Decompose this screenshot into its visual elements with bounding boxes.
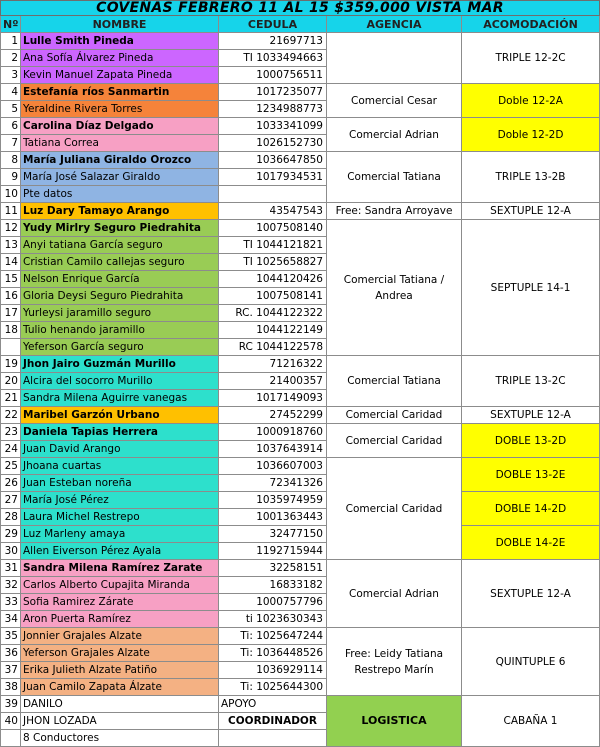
header-agencia: AGENCIA (327, 16, 462, 33)
person-id (219, 730, 327, 747)
person-id: 1017149093 (219, 390, 327, 407)
person-name: 8 Conductores (21, 730, 219, 747)
row-number (1, 339, 21, 356)
person-id: 1026152730 (219, 135, 327, 152)
header-nombre: NOMBRE (21, 16, 219, 33)
person-id: 1000918760 (219, 424, 327, 441)
agency-cell: Comercial Caridad (327, 458, 462, 560)
person-name: Yeferson García seguro (21, 339, 219, 356)
room-cell: DOBLE 14-2E (462, 526, 600, 560)
person-id: 1007508141 (219, 288, 327, 305)
person-id: Ti: 1025644300 (219, 679, 327, 696)
person-id: 1036607003 (219, 458, 327, 475)
person-id: 27452299 (219, 407, 327, 424)
row-number: 38 (1, 679, 21, 696)
person-name: Sofia Ramirez Zárate (21, 594, 219, 611)
row-number (1, 730, 21, 747)
row-number: 7 (1, 135, 21, 152)
row-number: 37 (1, 662, 21, 679)
person-name: María Juliana Giraldo Orozco (21, 152, 219, 169)
agency-cell: LOGISTICA (327, 696, 462, 747)
person-name: Alcira del socorro Murillo (21, 373, 219, 390)
person-name: Nelson Enrique García (21, 271, 219, 288)
row-number: 25 (1, 458, 21, 475)
person-id: Ti: 1025647244 (219, 628, 327, 645)
person-id: 1017934531 (219, 169, 327, 186)
person-id: 1000756511 (219, 67, 327, 84)
row-number: 16 (1, 288, 21, 305)
room-cell: DOBLE 13-2D (462, 424, 600, 458)
person-id: 1000757796 (219, 594, 327, 611)
row-number: 32 (1, 577, 21, 594)
person-id: 32477150 (219, 526, 327, 543)
row-number: 31 (1, 560, 21, 577)
row-number: 21 (1, 390, 21, 407)
row-number: 4 (1, 84, 21, 101)
header-acomodacion: ACOMODACIÓN (462, 16, 600, 33)
person-id: RC 1044122578 (219, 339, 327, 356)
roster-body (1, 1, 600, 747)
table-row (1, 84, 600, 101)
table-row (1, 203, 600, 220)
room-cell: CABAÑA 1 (462, 696, 600, 747)
row-number: 33 (1, 594, 21, 611)
row-number: 28 (1, 509, 21, 526)
row-number: 19 (1, 356, 21, 373)
person-id: 21697713 (219, 33, 327, 50)
agency-cell: Free: Leidy Tatiana Restrepo Marín (327, 628, 462, 696)
row-number: 12 (1, 220, 21, 237)
row-number: 13 (1, 237, 21, 254)
person-id: 1001363443 (219, 509, 327, 526)
person-id: 1044120426 (219, 271, 327, 288)
person-name: Juan David Arango (21, 441, 219, 458)
room-cell: SEXTUPLE 12-A (462, 560, 600, 628)
header-cedula: CEDULA (219, 16, 327, 33)
person-name: Jhon Jairo Guzmán Murillo (21, 356, 219, 373)
table-row (1, 424, 600, 441)
person-name: Yurleysi jaramillo seguro (21, 305, 219, 322)
room-cell: TRIPLE 13-2C (462, 356, 600, 407)
person-name: Tulio henando jaramillo (21, 322, 219, 339)
table-row (1, 526, 600, 543)
row-number: 34 (1, 611, 21, 628)
row-number: 9 (1, 169, 21, 186)
room-cell: DOBLE 13-2E (462, 458, 600, 492)
row-number: 5 (1, 101, 21, 118)
room-cell: SEPTUPLE 14-1 (462, 220, 600, 356)
table-row (1, 628, 600, 645)
person-name: Erika Julieth Alzate Patiño (21, 662, 219, 679)
person-name: Lulle Smith Pineda (21, 33, 219, 50)
agency-cell: Comercial Caridad (327, 424, 462, 458)
person-name: Estefanía ríos Sanmartin (21, 84, 219, 101)
row-number: 10 (1, 186, 21, 203)
room-cell: Doble 12-2A (462, 84, 600, 118)
row-number: 30 (1, 543, 21, 560)
room-cell: QUINTUPLE 6 (462, 628, 600, 696)
table-row (1, 33, 600, 50)
row-number: 6 (1, 118, 21, 135)
person-name: María José Salazar Giraldo (21, 169, 219, 186)
row-number: 3 (1, 67, 21, 84)
person-name: Yeferson Grajales Alzate (21, 645, 219, 662)
person-id: 1234988773 (219, 101, 327, 118)
room-cell: DOBLE 14-2D (462, 492, 600, 526)
person-id: COORDINADOR (219, 713, 327, 730)
row-number: 15 (1, 271, 21, 288)
table-row (1, 407, 600, 424)
person-id: APOYO (219, 696, 327, 713)
agency-cell: Comercial Cesar (327, 84, 462, 118)
person-name: Gloria Deysi Seguro Piedrahita (21, 288, 219, 305)
row-number: 36 (1, 645, 21, 662)
agency-cell: Free: Sandra Arroyave (327, 203, 462, 220)
row-number: 35 (1, 628, 21, 645)
row-number: 20 (1, 373, 21, 390)
header-no: Nº (1, 16, 21, 33)
person-id: 72341326 (219, 475, 327, 492)
person-id: 1037643914 (219, 441, 327, 458)
agency-cell: Comercial Adrian (327, 560, 462, 628)
agency-cell: Comercial Tatiana (327, 152, 462, 203)
person-name: Carlos Alberto Cupajita Miranda (21, 577, 219, 594)
header-row (1, 16, 600, 33)
person-id: 1035974959 (219, 492, 327, 509)
person-name: Aron Puerta Ramírez (21, 611, 219, 628)
table-row (1, 356, 600, 373)
room-cell: TRIPLE 12-2C (462, 33, 600, 84)
person-name: Yudy Mirlry Seguro Piedrahita (21, 220, 219, 237)
person-name: Carolina Díaz Delgado (21, 118, 219, 135)
person-id: 43547543 (219, 203, 327, 220)
row-number: 24 (1, 441, 21, 458)
agency-cell: Comercial Caridad (327, 407, 462, 424)
sheet-title: COVEÑAS FEBRERO 11 AL 15 $359.000 VISTA MAR (1, 1, 600, 16)
row-number: 22 (1, 407, 21, 424)
person-name: Anyi tatiana García seguro (21, 237, 219, 254)
person-id: 16833182 (219, 577, 327, 594)
person-name: Allen Eiverson Pérez Ayala (21, 543, 219, 560)
agency-cell: Comercial Tatiana / Andrea (327, 220, 462, 356)
person-name: Luz Dary Tamayo Arango (21, 203, 219, 220)
row-number: 11 (1, 203, 21, 220)
row-number: 17 (1, 305, 21, 322)
table-row (1, 696, 600, 713)
person-id: 21400357 (219, 373, 327, 390)
person-name: JHON LOZADA (21, 713, 219, 730)
person-id: TI 1033494663 (219, 50, 327, 67)
row-number: 39 (1, 696, 21, 713)
person-name: Sandra Milena Aguirre vanegas (21, 390, 219, 407)
table-row (1, 152, 600, 169)
row-number: 40 (1, 713, 21, 730)
row-number: 18 (1, 322, 21, 339)
room-cell: SEXTUPLE 12-A (462, 203, 600, 220)
table-row (1, 118, 600, 135)
row-number: 23 (1, 424, 21, 441)
row-number: 14 (1, 254, 21, 271)
row-number: 29 (1, 526, 21, 543)
person-id: Ti: 1036448526 (219, 645, 327, 662)
person-name: Juan Camilo Zapata Álzate (21, 679, 219, 696)
agency-cell: Comercial Adrian (327, 118, 462, 152)
person-name: Maribel Garzón Urbano (21, 407, 219, 424)
person-name: DANILO (21, 696, 219, 713)
title-row (1, 1, 600, 16)
table-row (1, 492, 600, 509)
room-cell: Doble 12-2D (462, 118, 600, 152)
room-cell: TRIPLE 13-2B (462, 152, 600, 203)
person-id: 1192715944 (219, 543, 327, 560)
person-name: Tatiana Correa (21, 135, 219, 152)
person-name: Jhoana cuartas (21, 458, 219, 475)
person-name: Laura Michel Restrepo (21, 509, 219, 526)
row-number: 27 (1, 492, 21, 509)
person-id: 1044122149 (219, 322, 327, 339)
person-id: TI 1044121821 (219, 237, 327, 254)
row-number: 8 (1, 152, 21, 169)
person-id: 1007508140 (219, 220, 327, 237)
person-name: Pte datos (21, 186, 219, 203)
person-id: 1036647850 (219, 152, 327, 169)
person-id: 1033341099 (219, 118, 327, 135)
person-id: ti 1023630343 (219, 611, 327, 628)
person-id: 1036929114 (219, 662, 327, 679)
person-id: RC. 1044122322 (219, 305, 327, 322)
person-name: Sandra Milena Ramírez Zarate (21, 560, 219, 577)
person-name: Juan Esteban noreña (21, 475, 219, 492)
person-name: Jonnier Grajales Alzate (21, 628, 219, 645)
person-name: Ana Sofía Álvarez Pineda (21, 50, 219, 67)
person-name: Daniela Tapias Herrera (21, 424, 219, 441)
row-number: 2 (1, 50, 21, 67)
agency-cell (327, 33, 462, 84)
row-number: 1 (1, 33, 21, 50)
table-row (1, 458, 600, 475)
person-id: 71216322 (219, 356, 327, 373)
person-id: 1017235077 (219, 84, 327, 101)
room-cell: SEXTUPLE 12-A (462, 407, 600, 424)
person-name: Cristian Camilo callejas seguro (21, 254, 219, 271)
person-name: Yeraldine Rivera Torres (21, 101, 219, 118)
person-id: 32258151 (219, 560, 327, 577)
table-row (1, 560, 600, 577)
person-name: Kevin Manuel Zapata Pineda (21, 67, 219, 84)
person-name: María José Pérez (21, 492, 219, 509)
row-number: 26 (1, 475, 21, 492)
agency-cell: Comercial Tatiana (327, 356, 462, 407)
person-id (219, 186, 327, 203)
table-row (1, 220, 600, 237)
person-id: TI 1025658827 (219, 254, 327, 271)
person-name: Luz Marleny amaya (21, 526, 219, 543)
